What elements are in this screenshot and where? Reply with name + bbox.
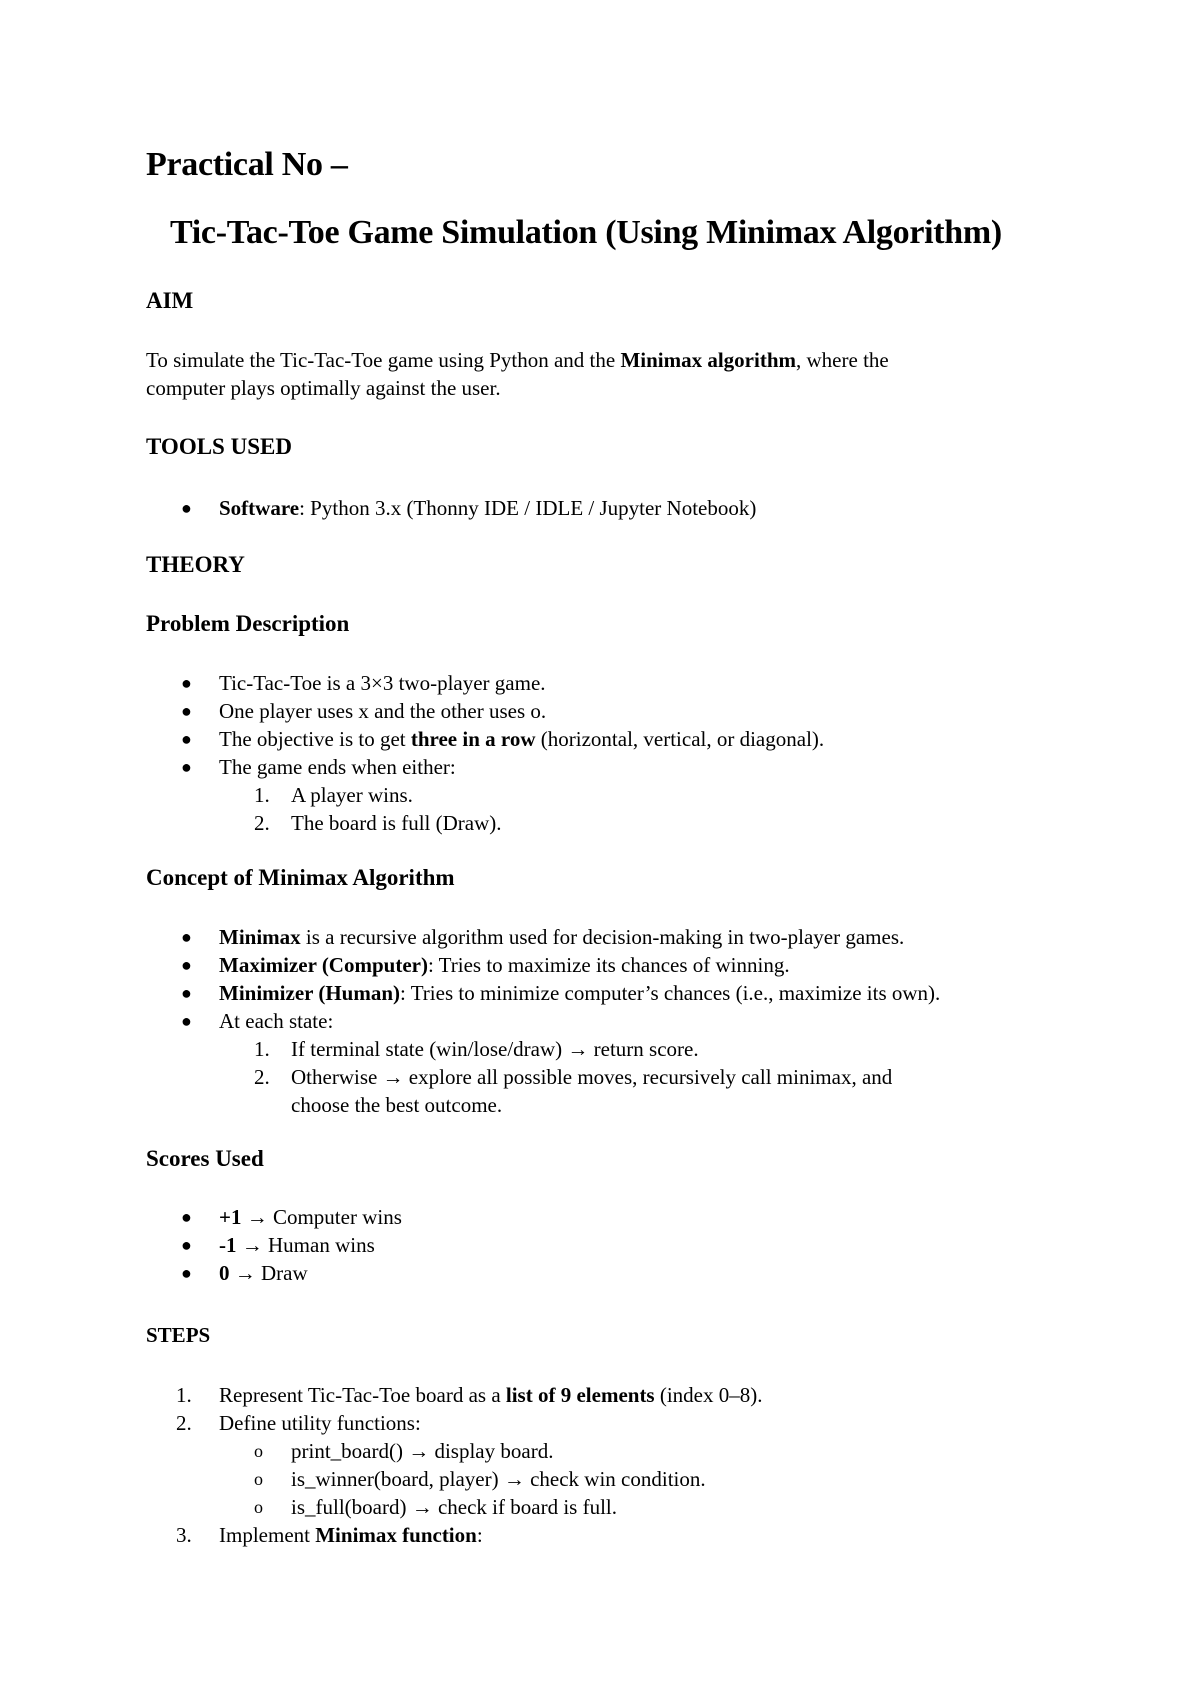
list-number: 1. [176, 1383, 192, 1407]
list-item-text: is_full(board) → check if board is full. [291, 1495, 617, 1519]
problem-list [146, 669, 1106, 781]
list-item [146, 1381, 1106, 1409]
list-item [146, 1203, 1106, 1231]
score-value: +1 [219, 1205, 242, 1229]
list-item-text: At each state: [219, 1009, 334, 1033]
steps-heading: STEPS [146, 1323, 211, 1347]
list-item-text: Define utility functions: [219, 1411, 421, 1435]
list-item-text: (horizontal, vertical, or diagonal). [535, 727, 825, 751]
aim-text-part2: , where the [796, 348, 889, 372]
aim-text [146, 346, 1066, 402]
list-number: 2. [254, 811, 270, 835]
list-item-text: Represent Tic-Tac-Toe board as a [219, 1383, 506, 1407]
list-item [146, 669, 1106, 697]
list-item [146, 1437, 1106, 1465]
minimax-sublist [146, 1035, 1106, 1119]
bullet-icon: ● [181, 1207, 192, 1227]
list-item [146, 1521, 1106, 1549]
list-item [146, 951, 1106, 979]
list-item-text: is a recursive algorithm used for decision-making in two-player games. [300, 925, 905, 949]
list-item [146, 697, 1106, 725]
list-item [146, 923, 1106, 951]
list-item-text: Tic-Tac-Toe is a 3×3 two-player game. [219, 671, 546, 695]
aim-text-bold: Minimax algorithm [620, 348, 797, 372]
hollow-bullet-icon: o [254, 1441, 263, 1461]
list-item [146, 1231, 1106, 1259]
tools-heading: TOOLS USED [146, 434, 292, 459]
aim-heading: AIM [146, 288, 194, 313]
score-value: 0 [219, 1261, 230, 1285]
problem-sublist [146, 781, 1106, 837]
score-text: → Computer wins [241, 1205, 402, 1229]
bullet-icon: ● [181, 729, 192, 749]
list-item [146, 1007, 1106, 1035]
bullet-icon: ● [181, 757, 192, 777]
bullet-icon: ● [181, 673, 192, 693]
list-item [146, 494, 1106, 522]
practical-heading: Practical No – [146, 146, 348, 183]
list-item [146, 1063, 1106, 1119]
list-item-bold: Minimax [219, 925, 301, 949]
list-item-text: Otherwise → explore all possible moves, recursively call minimax, and [291, 1065, 893, 1089]
list-item-text: The objective is to get [219, 727, 411, 751]
list-item-text: : Tries to maximize its chances of winning. [427, 953, 790, 977]
hollow-bullet-icon: o [254, 1469, 263, 1489]
list-item [146, 809, 1106, 837]
list-item-bold: three in a row [410, 727, 536, 751]
theory-heading: THEORY [146, 552, 245, 577]
minimax-heading: Concept of Minimax Algorithm [146, 865, 455, 890]
list-item [146, 1409, 1106, 1437]
hollow-bullet-icon: o [254, 1497, 263, 1517]
list-item [146, 1493, 1106, 1521]
list-item [146, 781, 1106, 809]
list-item-bold: Minimizer (Human) [219, 981, 401, 1005]
list-item-text: print_board() → display board. [291, 1439, 554, 1463]
list-number: 2. [254, 1065, 270, 1089]
list-number: 3. [176, 1523, 192, 1547]
list-item-text: A player wins. [291, 783, 413, 807]
list-number: 2. [176, 1411, 192, 1435]
bullet-icon: ● [181, 1011, 192, 1031]
minimax-list [146, 923, 1106, 1035]
bullet-icon: ● [181, 1235, 192, 1255]
list-item-bold: list of 9 elements [505, 1383, 655, 1407]
list-item-text: : Tries to minimize computer’s chances (i.e., maximize its own). [400, 981, 941, 1005]
aim-text-line2: computer plays optimally against the user. [146, 376, 501, 400]
list-item [146, 753, 1106, 781]
list-item-text: The game ends when either: [219, 755, 456, 779]
steps-list [146, 1381, 1106, 1437]
list-item [146, 979, 1106, 1007]
score-value: -1 [219, 1233, 237, 1257]
bullet-icon: ● [181, 983, 192, 1003]
bullet-icon: ● [181, 1263, 192, 1283]
list-item-bold: Minimax function [315, 1523, 477, 1547]
tool-text: : Python 3.x (Thonny IDE / IDLE / Jupyter Notebook) [299, 496, 757, 520]
document-title: Tic-Tac-Toe Game Simulation (Using Minimax Algorithm) [170, 214, 1002, 251]
scores-list [146, 1203, 1106, 1287]
steps-sublist [146, 1437, 1106, 1521]
list-number: 1. [254, 1037, 270, 1061]
score-text: → Draw [229, 1261, 308, 1285]
list-item-text: One player uses x and the other uses o. [219, 699, 547, 723]
list-item-bold: Maximizer (Computer) [219, 953, 428, 977]
score-text: → Human wins [236, 1233, 375, 1257]
list-item [146, 1259, 1106, 1287]
list-item-text: Implement [219, 1523, 316, 1547]
tool-label: Software [219, 496, 300, 520]
scores-heading: Scores Used [146, 1146, 264, 1171]
bullet-icon: ● [181, 701, 192, 721]
list-item [146, 1465, 1106, 1493]
bullet-icon: ● [181, 955, 192, 975]
steps-list-cont [146, 1521, 1106, 1549]
list-item-text: (index 0–8). [654, 1383, 763, 1407]
list-item [146, 725, 1106, 753]
list-number: 1. [254, 783, 270, 807]
problem-heading: Problem Description [146, 611, 350, 636]
bullet-icon: ● [181, 498, 192, 518]
list-item-text-cont: choose the best outcome. [291, 1093, 503, 1117]
list-item-text: : [476, 1523, 483, 1547]
list-item-text: is_winner(board, player) → check win condition. [291, 1467, 706, 1491]
list-item-text: If terminal state (win/lose/draw) → return score. [291, 1037, 699, 1061]
list-item-text: The board is full (Draw). [291, 811, 502, 835]
tools-list [146, 494, 1106, 522]
bullet-icon: ● [181, 927, 192, 947]
aim-text-part1: To simulate the Tic-Tac-Toe game using Python and the [146, 348, 621, 372]
list-item [146, 1035, 1106, 1063]
